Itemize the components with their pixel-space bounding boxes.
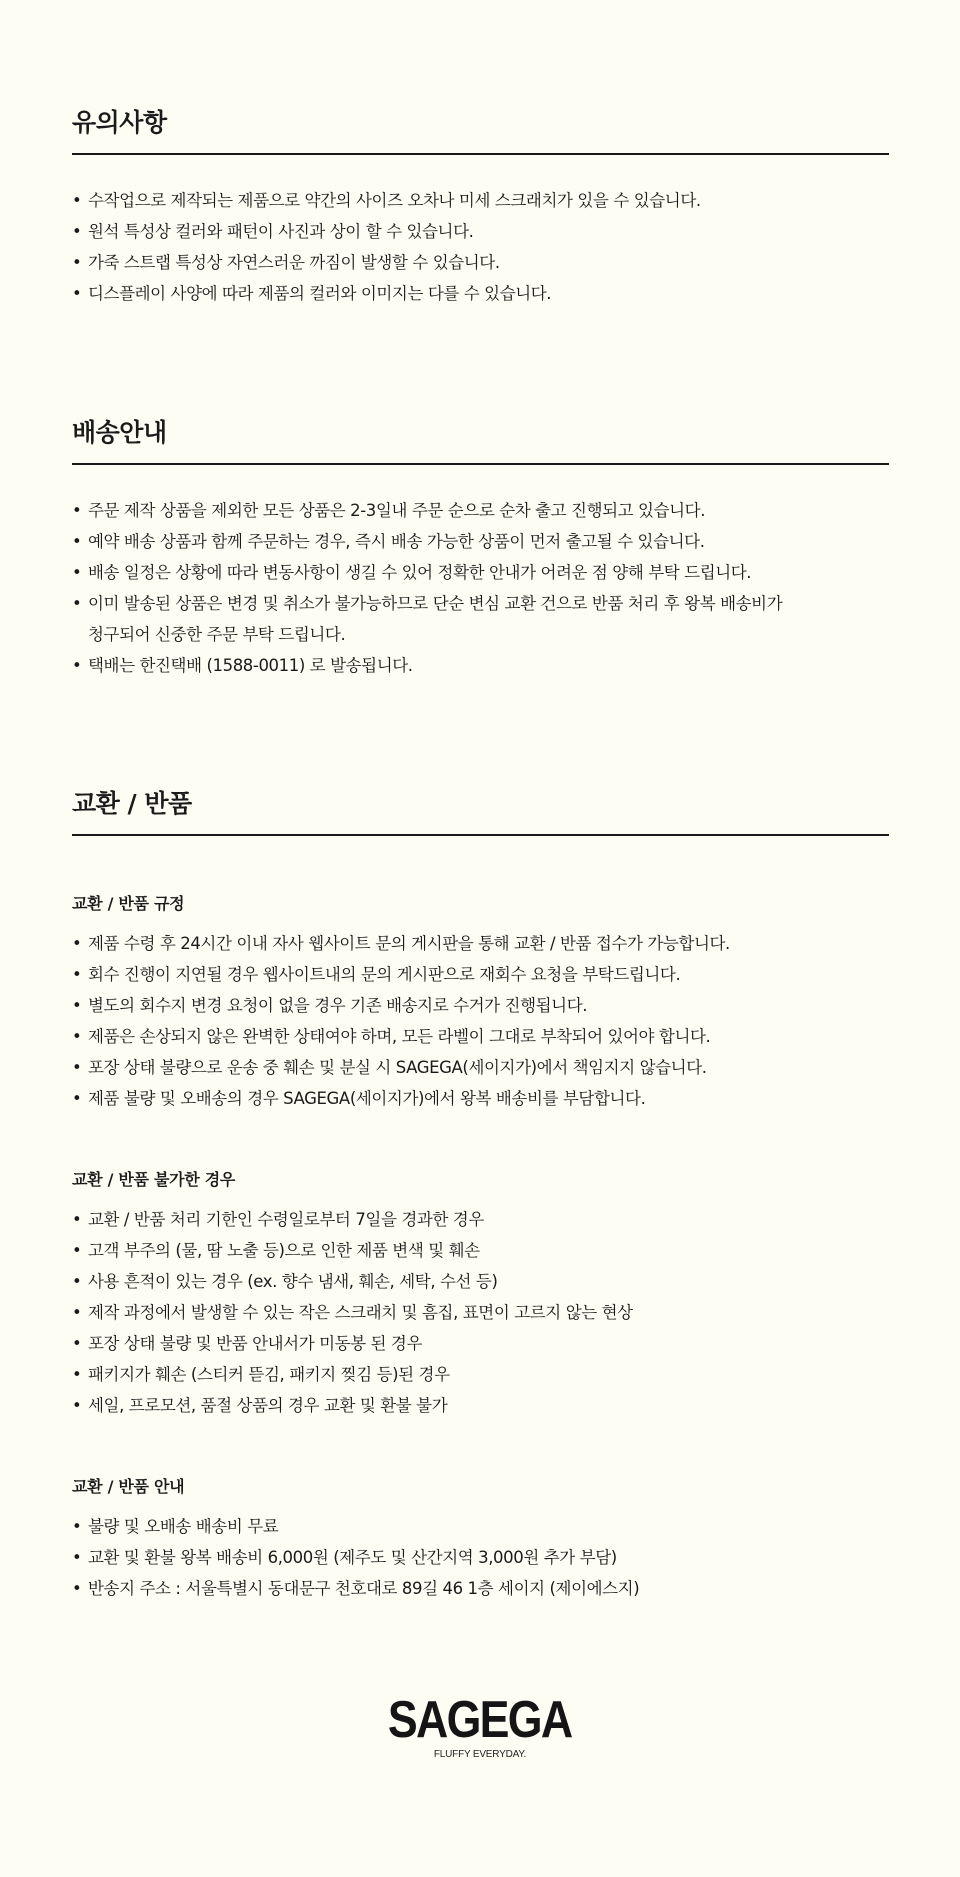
list-item: • 별도의 회수지 변경 요청이 없을 경우 기존 배송지로 수거가 진행됩니다. [72, 990, 889, 1021]
list-item: • 배송 일정은 상황에 따라 변동사항이 생길 수 있어 정확한 안내가 어려운 점 양해 부탁 드립니다. [72, 557, 889, 588]
notes-divider [72, 153, 889, 155]
list-item: • 디스플레이 사양에 따라 제품의 컬러와 이미지는 다를 수 있습니다. [72, 278, 889, 309]
returns-section [72, 784, 889, 1604]
returns-guide [72, 1475, 889, 1604]
bullet-icon: • [72, 563, 82, 582]
bullet-icon: • [72, 1210, 82, 1229]
shipping-list [72, 495, 889, 681]
bullet-icon: • [72, 996, 82, 1015]
returns-not-allowed-title: 교환 / 반품 불가한 경우 [72, 1170, 236, 1189]
bullet-icon: • [72, 284, 82, 303]
shipping-section [72, 413, 889, 681]
returns-not-allowed-list [72, 1204, 889, 1421]
returns-policy-title: 교환 / 반품 규정 [72, 894, 185, 913]
list-item: • 회수 진행이 지연될 경우 웹사이트내의 문의 게시판으로 재회수 요청을 부탁드립니다. [72, 959, 889, 990]
bullet-icon: • [72, 1365, 82, 1384]
notes-title: 유의사항 [72, 108, 167, 137]
list-item: • 반송지 주소 : 서울특별시 동대문구 천호대로 89길 46 1층 세이지 (제이에스지) [72, 1573, 889, 1604]
bullet-icon: • [72, 1517, 82, 1536]
list-item: • 패키지가 훼손 (스티커 뜯김, 패키지 찢김 등)된 경우 [72, 1359, 889, 1390]
list-item: • 포장 상태 불량으로 운송 중 훼손 및 분실 시 SAGEGA(세이지가)에서 책임지지 않습니다. [72, 1052, 889, 1083]
list-item: • 제품 불량 및 오배송의 경우 SAGEGA(세이지가)에서 왕복 배송비를 부담합니다. [72, 1083, 889, 1114]
bullet-icon: • [72, 1303, 82, 1322]
notes-list [72, 185, 889, 309]
bullet-icon: • [72, 253, 82, 272]
bullet-icon: • [72, 191, 82, 210]
list-item: • 제품은 손상되지 않은 완벽한 상태여야 하며, 모든 라벨이 그대로 부착되어 있어야 합니다. [72, 1021, 889, 1052]
bullet-icon: • [72, 965, 82, 984]
bullet-icon: • [72, 1241, 82, 1260]
list-item: • 택배는 한진택배 (1588-0011) 로 발송됩니다. [72, 650, 889, 681]
returns-guide-list [72, 1511, 889, 1604]
bullet-icon: • [72, 1058, 82, 1077]
returns-not-allowed [72, 1168, 889, 1421]
notes-section [72, 103, 889, 309]
list-item: • 불량 및 오배송 배송비 무료 [72, 1511, 889, 1542]
bullet-icon: • [72, 1334, 82, 1353]
bullet-icon: • [72, 222, 82, 241]
list-item: • 이미 발송된 상품은 변경 및 취소가 불가능하므로 단순 변심 교환 건으로 반품 처리 후 왕복 배송비가 청구되어 신중한 주문 부탁 드립니다. [72, 588, 889, 650]
bullet-icon: • [72, 532, 82, 551]
bullet-icon: • [72, 594, 82, 613]
returns-policy-list [72, 928, 889, 1114]
bullet-icon: • [72, 1396, 82, 1415]
returns-title: 교환 / 반품 [72, 789, 192, 818]
bullet-icon: • [72, 1089, 82, 1108]
shipping-title: 배송안내 [72, 418, 167, 447]
list-item: • 세일, 프로모션, 품절 상품의 경우 교환 및 환불 불가 [72, 1390, 889, 1421]
returns-guide-title: 교환 / 반품 안내 [72, 1477, 185, 1496]
bullet-icon: • [72, 934, 82, 953]
logo-wordmark: SAGEGA [388, 1691, 572, 1749]
bullet-icon: • [72, 656, 82, 675]
logo-tagline: FLUFFY EVERYDAY. [433, 1749, 527, 1760]
list-item: • 사용 흔적이 있는 경우 (ex. 향수 냄새, 훼손, 세탁, 수선 등) [72, 1266, 889, 1297]
returns-divider [72, 834, 889, 836]
list-item: • 포장 상태 불량 및 반품 안내서가 미동봉 된 경우 [72, 1328, 889, 1359]
list-item: • 제작 과정에서 발생할 수 있는 작은 스크래치 및 흠집, 표면이 고르지 않는 현상 [72, 1297, 889, 1328]
list-item: • 원석 특성상 컬러와 패턴이 사진과 상이 할 수 있습니다. [72, 216, 889, 247]
list-item: • 주문 제작 상품을 제외한 모든 상품은 2-3일내 주문 순으로 순차 출고 진행되고 있습니다. [72, 495, 889, 526]
bullet-icon: • [72, 1272, 82, 1291]
list-item: • 교환 / 반품 처리 기한인 수령일로부터 7일을 경과한 경우 [72, 1204, 889, 1235]
list-item: • 제품 수령 후 24시간 이내 자사 웹사이트 문의 게시판을 통해 교환 / 반품 접수가 가능합니다. [72, 928, 889, 959]
bullet-icon: • [72, 1548, 82, 1567]
shipping-divider [72, 463, 889, 465]
returns-policy [72, 892, 889, 1114]
bullet-icon: • [72, 501, 82, 520]
list-item: • 수작업으로 제작되는 제품으로 약간의 사이즈 오차나 미세 스크래치가 있을 수 있습니다. [72, 185, 889, 216]
bullet-icon: • [72, 1579, 82, 1598]
bullet-icon: • [72, 1027, 82, 1046]
list-item: • 교환 및 환불 왕복 배송비 6,000원 (제주도 및 산간지역 3,000원 추가 부담) [72, 1542, 889, 1573]
brand-logo [0, 1691, 960, 1762]
list-item: • 가죽 스트랩 특성상 자연스러운 까짐이 발생할 수 있습니다. [72, 247, 889, 278]
list-item: • 예약 배송 상품과 함께 주문하는 경우, 즉시 배송 가능한 상품이 먼저 출고될 수 있습니다. [72, 526, 889, 557]
list-item: • 고객 부주의 (물, 땀 노출 등)으로 인한 제품 변색 및 훼손 [72, 1235, 889, 1266]
